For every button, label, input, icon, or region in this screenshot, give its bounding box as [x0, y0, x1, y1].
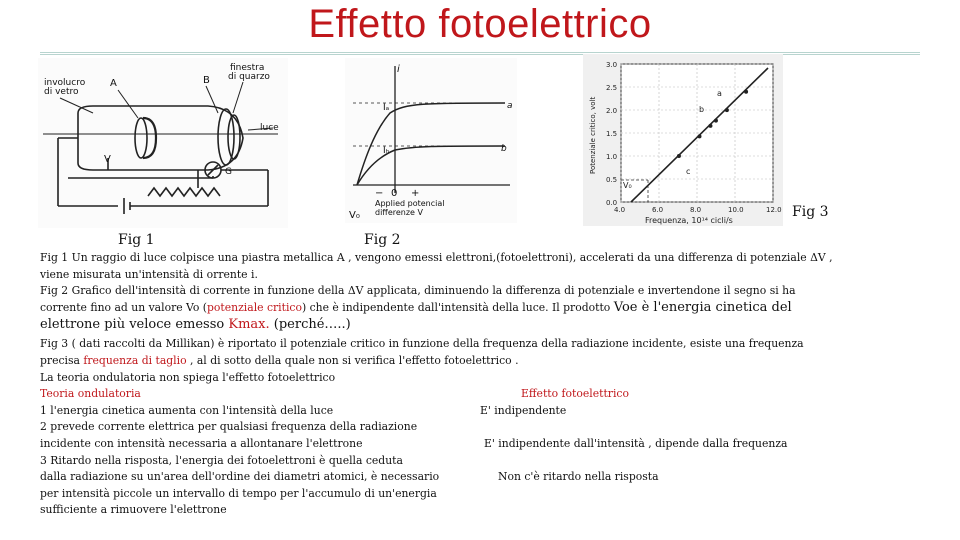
- fig3-data-point: [725, 108, 729, 112]
- fig3-millikan-graph: [583, 54, 783, 226]
- fig3-point-label-v0: V₀: [623, 181, 632, 190]
- fig1-svg: [38, 58, 288, 228]
- fig2-label-minus: −: [375, 188, 384, 199]
- photo-point-1: E' indipendente: [480, 403, 567, 417]
- comparison-row-5: [40, 469, 920, 486]
- body-text: [40, 250, 920, 519]
- text-segment: corrente fino ad un valore Vo (: [40, 300, 208, 314]
- fig1-label-a: A: [110, 78, 117, 89]
- paragraph-fig2-line1: Fig 2 Grafico dell'intensità di corrente in funzione della ΔV applicata, diminuendo la differenza di potenziale e invertendone il segno si ha: [40, 284, 796, 298]
- fig2-label-plus: +: [411, 188, 420, 199]
- fig3-ylabel: Potenziale critico, volt: [589, 96, 597, 174]
- fig3-y-tick-label: 1.0: [606, 153, 618, 161]
- fig3-x-tick-label: 8.0: [690, 206, 702, 214]
- wave-point-2-cont: incidente con intensità necessaria a allontanare l'elettrone: [40, 436, 363, 450]
- fig2-axis-label-2: differenze V: [375, 208, 423, 217]
- fig3-y-tick-label: 1.5: [606, 130, 618, 138]
- fig3-x-tick-label: 12.0: [766, 206, 782, 214]
- fig2-current-voltage-graph: [345, 58, 517, 223]
- wave-point-3-cont-3: sufficiente a rimuovere l'elettrone: [40, 503, 227, 517]
- comparison-heading-row: [40, 386, 920, 403]
- text-segment: , al di sotto della quale non si verifica l'effetto fotoelettrico .: [186, 353, 519, 367]
- text-segment-large: Voe è l'energia cinetica del: [613, 299, 792, 315]
- fig1-label-light: luce: [260, 123, 279, 133]
- wave-point-1: 1 l'energia cinetica aumenta con l'intensità della luce: [40, 403, 334, 417]
- fig3-point-label-b: b: [699, 105, 705, 114]
- fig2-axis-label-1: Applied potencial: [375, 199, 445, 208]
- fig3-x-tick-label: 6.0: [652, 206, 664, 214]
- fig3-y-tick-label: 0.0: [606, 199, 618, 207]
- fig3-xlabel: Frequenza, 10¹⁴ cicli/s: [645, 216, 733, 225]
- wave-point-3-cont: dalla radiazione su un'area dell'ordine dei diametri atomici, è necessario: [40, 470, 440, 484]
- paragraph-fig3-line1: Fig 3 ( dati raccolti da Millikan) è riportato il potenziale critico in funzione della frequenza della radiazione incidente, esiste una frequenza: [40, 337, 804, 351]
- fig3-caption: Fig 3: [792, 204, 829, 220]
- fig2-label-v0: V₀: [349, 210, 360, 221]
- fig2-svg: [345, 58, 517, 223]
- photo-point-3: Non c'è ritardo nella risposta: [498, 470, 659, 484]
- fig1-label-window-2: di quarzo: [228, 72, 270, 82]
- fig3-y-tick-label: 3.0: [606, 61, 618, 69]
- paragraph-fig1-line2: viene misurata un'intensità di orrente i.: [40, 267, 258, 281]
- comparison-row-1: [40, 403, 920, 420]
- fig3-y-tick-label: 2.0: [606, 107, 618, 115]
- text-segment: (perché…..): [269, 317, 351, 333]
- fig2-label-zero: 0: [391, 188, 398, 199]
- fig3-svg: [583, 54, 783, 226]
- fig1-label-envelope-1: involucro: [44, 78, 86, 88]
- fig2-label-a: a: [507, 101, 513, 111]
- fig1-label-envelope-2: di vetro: [44, 87, 79, 97]
- heading-photoelectric-effect: Effetto fotoelettrico: [521, 387, 629, 401]
- highlight-cutoff-frequency: frequenza di taglio: [83, 353, 187, 367]
- fig3-x-tick-label: 4.0: [614, 206, 626, 214]
- highlight-critical-potential: potenziale critico: [207, 300, 302, 314]
- fig3-y-tick-label: 2.5: [606, 84, 618, 92]
- wave-point-2: 2 prevede corrente elettrica per qualsiasi frequenza della radiazione: [40, 420, 418, 434]
- fig3-data-point: [677, 154, 681, 158]
- fig1-label-g: G: [225, 167, 232, 177]
- fig1-caption: Fig 1: [118, 232, 155, 248]
- heading-wave-theory: Teoria ondulatoria: [40, 387, 141, 401]
- fig3-data-point: [708, 124, 712, 128]
- fig3-point-label-c: c: [686, 167, 691, 176]
- fig2-label-i: i: [397, 64, 400, 75]
- fig1-label-window-1: finestra: [230, 63, 265, 73]
- fig1-label-b: B: [203, 75, 210, 86]
- paragraph-fig3-line2: [40, 353, 920, 370]
- fig3-data-point: [744, 90, 748, 94]
- fig3-x-tick-label: 10.0: [728, 206, 744, 214]
- text-segment: precisa: [40, 353, 84, 367]
- fig1-apparatus-diagram: [38, 58, 288, 228]
- text-segment: elettrone più veloce emesso: [40, 317, 229, 333]
- paragraph-fig1-line1: Fig 1 Un raggio di luce colpisce una piastra metallica A , vengono emessi elettroni,(fotoelettroni), accelerati da una differenza di potenziale ΔV ,: [40, 251, 833, 264]
- fig3-point-label-a: a: [717, 89, 722, 98]
- paragraph-fig2-line3: [40, 316, 920, 334]
- fig3-y-tick-label: 0.5: [606, 176, 618, 184]
- text-segment: ) che è indipendente dall'intensità della luce. Il prodotto: [301, 300, 614, 314]
- wave-point-3-cont-2: per intensità piccole un intervallo di tempo per l'accumulo di un'energia: [40, 486, 437, 500]
- comparison-row-3: [40, 436, 920, 453]
- paragraph-fig2-line2: [40, 300, 920, 317]
- fig2-label-ib: Iₕ: [383, 146, 390, 156]
- fig2-label-b: b: [501, 144, 507, 154]
- paragraph-wave-theory: La teoria ondulatoria non spiega l'effetto fotoelettrico: [40, 370, 336, 384]
- photo-point-2: E' indipendente dall'intensità , dipende dalla frequenza: [484, 436, 788, 450]
- fig2-caption: Fig 2: [364, 232, 401, 248]
- fig3-data-point: [698, 134, 702, 138]
- fig3-data-point: [714, 119, 718, 123]
- page-title: Effetto fotoelettrico: [308, 2, 652, 46]
- wave-point-3: 3 Ritardo nella risposta, l'energia dei fotoelettroni è quella ceduta: [40, 453, 403, 467]
- highlight-kmax: Kmax.: [228, 317, 270, 333]
- fig2-label-ia: Iₐ: [383, 103, 390, 113]
- fig1-label-v: V: [104, 154, 111, 165]
- title-divider: [40, 52, 920, 55]
